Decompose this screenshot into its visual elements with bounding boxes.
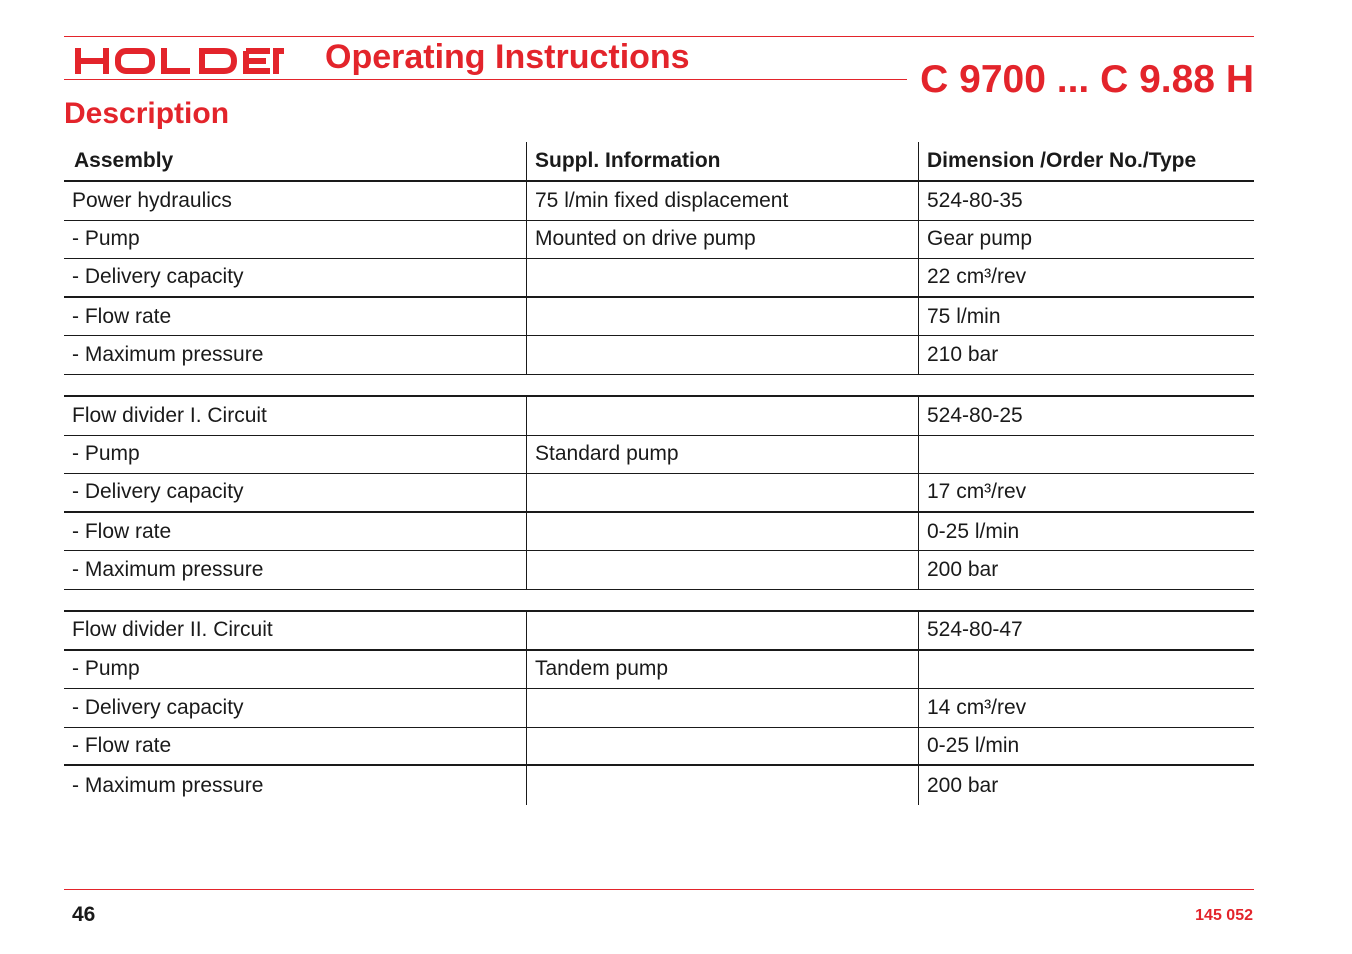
holder-logo	[72, 40, 290, 80]
table-row	[64, 728, 1254, 767]
table-row	[64, 221, 1254, 260]
suppl-info-cell	[526, 689, 918, 727]
suppl-info-cell	[526, 259, 918, 296]
assembly-cell: - Pump	[72, 227, 140, 251]
dimension-cell: 0-25 l/min	[918, 728, 1254, 765]
assembly-cell: Flow divider II. Circuit	[72, 618, 273, 642]
dimension-cell: 0-25 l/min	[918, 513, 1254, 551]
table-row	[64, 551, 1254, 590]
suppl-info-cell	[526, 397, 918, 435]
assembly-cell: - Delivery capacity	[72, 695, 244, 719]
dimension-cell: 14 cm³/rev	[918, 689, 1254, 727]
dimension-cell: 524-80-25	[918, 397, 1254, 435]
suppl-info-cell	[526, 612, 918, 649]
assembly-cell: - Maximum pressure	[72, 773, 264, 797]
group-separator	[64, 375, 1254, 397]
dimension-cell	[918, 651, 1254, 689]
column-header-dimension: Dimension /Order No./Type	[918, 142, 1254, 180]
group-separator	[64, 590, 1254, 612]
document-title: Operating Instructions	[325, 38, 690, 76]
table-row	[64, 689, 1254, 728]
assembly-cell: - Pump	[72, 442, 140, 466]
document-number: 145 052	[1195, 907, 1253, 924]
table-row	[64, 259, 1254, 298]
dimension-cell: 200 bar	[918, 551, 1254, 589]
model-range: C 9700 ... C 9.88 H	[920, 58, 1254, 101]
table-row	[64, 397, 1254, 436]
footer-rule	[64, 889, 1254, 890]
dimension-cell	[918, 436, 1254, 474]
dimension-cell: Gear pump	[918, 221, 1254, 259]
table-row	[64, 766, 1254, 805]
suppl-info-cell	[526, 551, 918, 589]
dimension-cell: 524-80-35	[918, 182, 1254, 220]
assembly-cell: - Flow rate	[72, 304, 172, 328]
table-header-row	[64, 142, 1254, 182]
table-row	[64, 182, 1254, 221]
suppl-info-cell	[526, 474, 918, 511]
dimension-cell: 75 l/min	[918, 298, 1254, 336]
table-row	[64, 612, 1254, 651]
dimension-cell: 200 bar	[918, 766, 1254, 805]
suppl-info-cell	[526, 336, 918, 374]
suppl-info-cell: 75 l/min fixed displacement	[526, 182, 918, 220]
suppl-info-cell: Standard pump	[526, 436, 918, 474]
assembly-cell: Flow divider I. Circuit	[72, 403, 267, 427]
dimension-cell: 524-80-47	[918, 612, 1254, 649]
assembly-cell: Power hydraulics	[72, 188, 232, 212]
page-number: 46	[72, 903, 96, 926]
suppl-info-cell	[526, 513, 918, 551]
suppl-info-cell	[526, 728, 918, 765]
assembly-cell: - Delivery capacity	[72, 480, 244, 504]
assembly-cell: - Flow rate	[72, 519, 172, 543]
dimension-cell: 22 cm³/rev	[918, 259, 1254, 296]
table-row	[64, 651, 1254, 690]
assembly-cell: - Pump	[72, 657, 140, 681]
suppl-info-cell: Tandem pump	[526, 651, 918, 689]
specification-table	[64, 142, 1254, 805]
table-row	[64, 513, 1254, 552]
assembly-cell: - Flow rate	[72, 734, 172, 758]
assembly-cell: - Maximum pressure	[72, 343, 264, 367]
title-underline	[64, 79, 907, 80]
column-header-assembly: Assembly	[74, 149, 174, 172]
table-row	[64, 298, 1254, 337]
section-heading: Description	[64, 97, 230, 130]
table-row	[64, 474, 1254, 513]
suppl-info-cell: Mounted on drive pump	[526, 221, 918, 259]
suppl-info-cell	[526, 298, 918, 336]
dimension-cell: 210 bar	[918, 336, 1254, 374]
table-row	[64, 436, 1254, 475]
table-row	[64, 336, 1254, 375]
column-header-suppl-information: Suppl. Information	[526, 142, 918, 180]
assembly-cell: - Delivery capacity	[72, 265, 244, 289]
assembly-cell: - Maximum pressure	[72, 558, 264, 582]
suppl-info-cell	[526, 766, 918, 805]
dimension-cell: 17 cm³/rev	[918, 474, 1254, 511]
